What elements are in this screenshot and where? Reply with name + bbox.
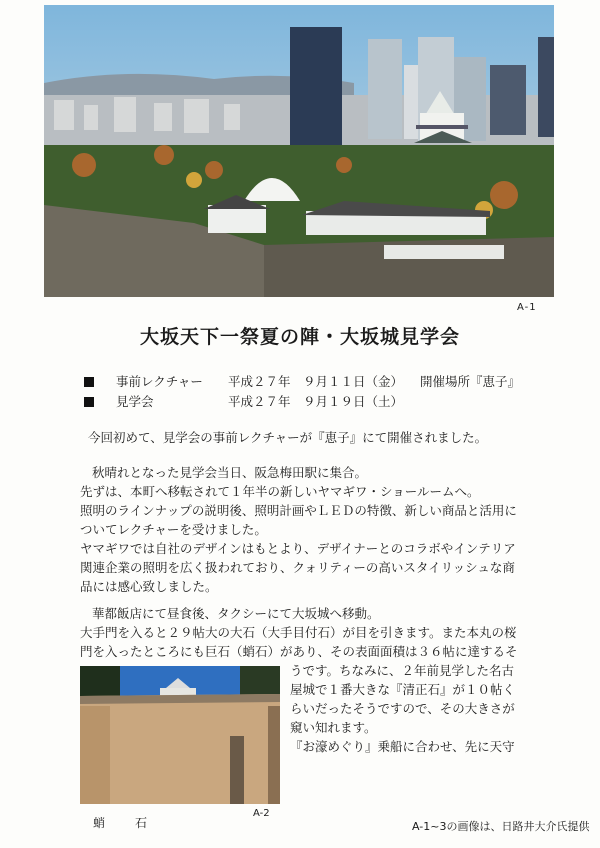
text-line: らいだったそうですので、その大きさが [290,701,515,716]
text-line: ヤマギワでは自社のデザインはもとより、デザイナーとのコラボやインテリア [80,541,516,556]
text-line: 先ずは、本町へ移転されて１年半の新しいヤマギワ・ショールームへ。 [80,484,480,499]
text-line: 品には感心致しました。 [80,579,218,594]
schedule-date: 平成２７年 ９月１１日（金） [227,374,403,389]
schedule-date: 平成２７年 ９月１９日（土） [227,394,403,409]
text-line: ついてレクチャーを受けました。 [80,522,267,537]
schedule-venue: 開催場所『恵子』 [419,374,520,389]
photo2-id: A-2 [253,808,270,819]
schedule-row-tour [84,392,416,410]
text-line: 大手門を入ると２９帖大の大石（大手目付石）が目を引きます。また本丸の桜 [80,625,517,640]
text-line: 照明のラインナップの説明後、照明計画やＬＥＤの特徴、新しい商品と活用に [80,503,517,518]
schedule-label: 事前レクチャー [115,374,203,389]
paragraph-castle-wrap [290,661,515,756]
schedule-row-lecture [84,372,520,390]
photo1-caption: A-1 [517,302,537,313]
text-line: 門を入ったところにも巨石（蛸石）があり、その表面面積は３６帖に達するそ [80,644,518,659]
tako-ishi-photo [80,666,280,804]
bullet-square-icon [84,397,94,407]
paragraph-intro: 今回初めて、見学会の事前レクチャーが『恵子』にて開催されました。 [88,430,488,445]
image-credit: A-1~3の画像は、日路井大介氏提供 [412,820,590,833]
text-line: うです。ちなみに、２年前見学した名古 [290,663,515,678]
schedule-label: 見学会 [115,394,154,409]
osaka-castle-photo [44,5,554,297]
text-line: 屋城で１番大きな『清正石』が１０帖く [290,682,516,697]
photo2-caption: 蛸 石 [93,816,157,830]
text-line: 窺い知れます。 [290,720,377,735]
bullet-square-icon [84,377,94,387]
paragraph-showroom [80,463,517,596]
text-line: 華都飯店にて昼食後、タクシーにて大坂城へ移動。 [92,606,380,621]
text-line: 関連企業の照明を広く扱われており、クォリティーの高いスタイリッシュな商 [80,560,515,575]
paragraph-castle [80,604,518,661]
page-title: 大坂天下一祭夏の陣・大坂城見学会 [139,326,460,348]
text-line: 秋晴れとなった見学会当日、阪急梅田駅に集合。 [92,465,368,480]
text-line: 『お濠めぐり』乗船に合わせ、先に天守 [290,739,515,754]
